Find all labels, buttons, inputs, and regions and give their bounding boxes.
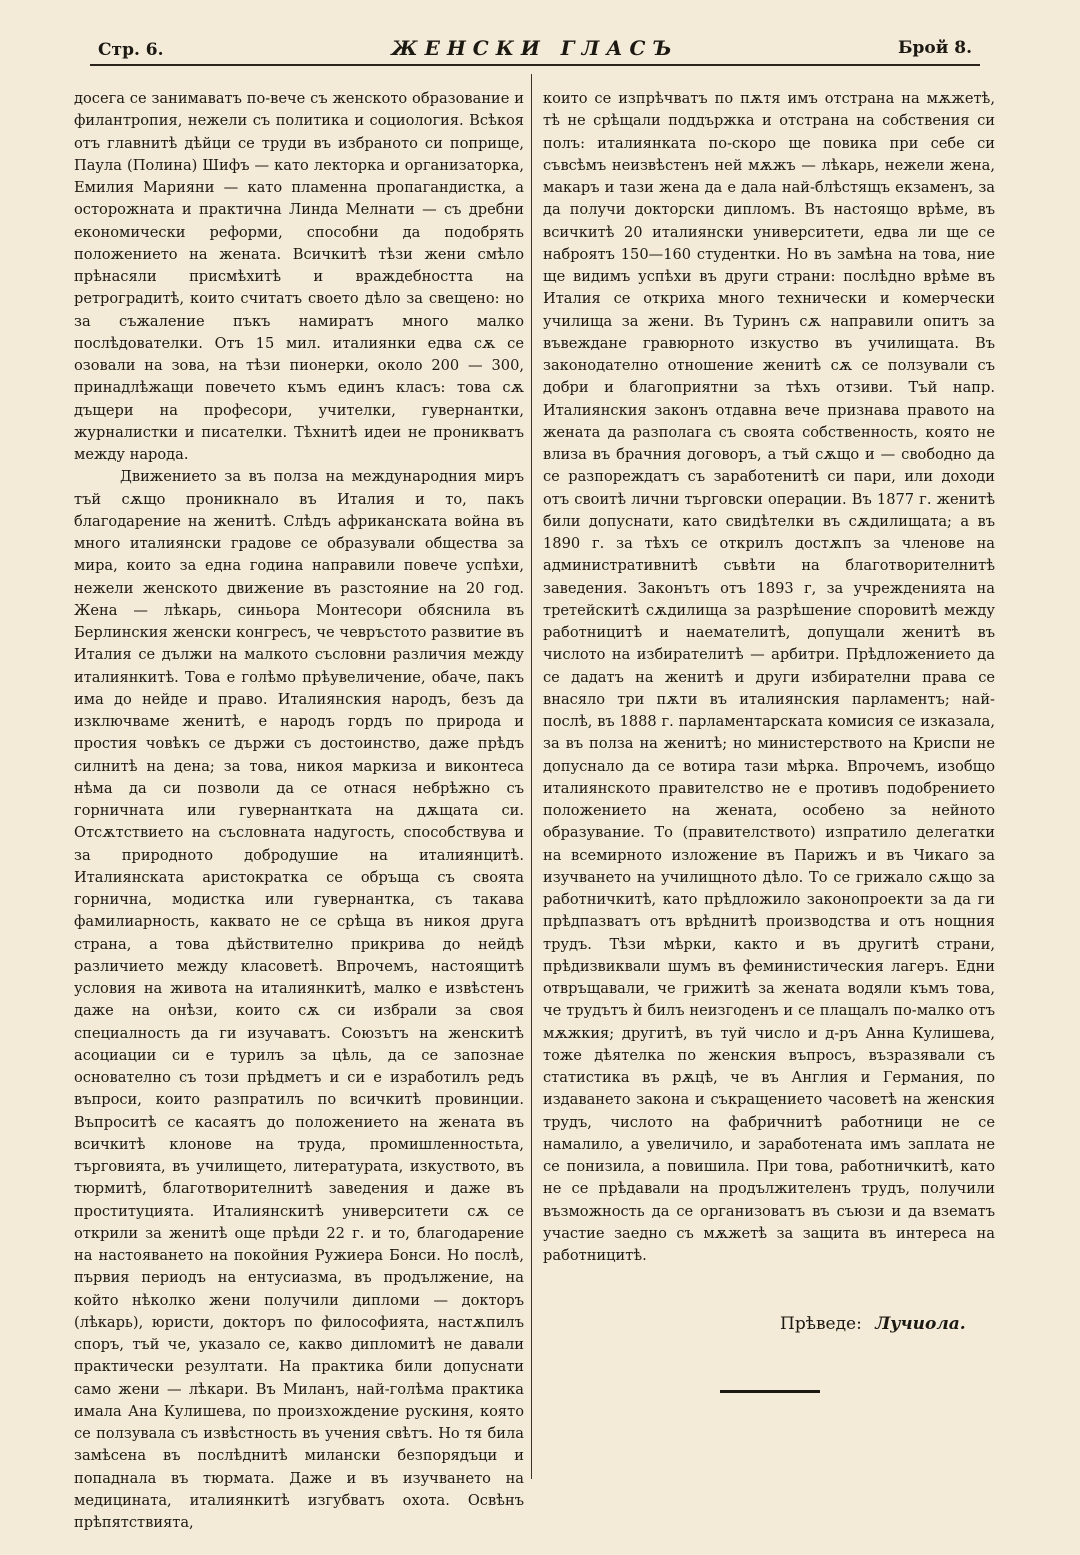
newspaper-title: ЖЕНСКИ ГЛАСЪ	[391, 36, 679, 60]
page-number: Стр. 6.	[98, 40, 164, 60]
issue-number: Брой 8.	[897, 38, 972, 58]
left-paragraph-2: Движението за въ полза на международния миръ тъй сѫщо проникнало въ Италия и то, пакъ благодарение на женитѣ. Слѣдъ африканската война въ много италиянски градове се образували общества за мира, които за една година направили повече успѣхи, нежели женското движение въ разстояние на 20 год. Жена — лѣкарь, синьора Монтесори обяснила въ Берлинския женски конгресъ, че чевръстото развитие въ Италия се дължи на малкото съсловни различия между италиянкитѣ. Това е голѣмо прѣувеличение, обаче, пакъ има до нейде и право. Италиянския народъ, безъ да изключваме женитѣ, е народъ гордъ по природа и простия човѣкъ се държи съ достоинство, даже прѣдъ силнитѣ на дена; за това, никоя маркиза и виконтеса нѣма да си позволи да се отнася небрѣжно съ горничната или гувернантката на дѫщата си. Отсѫтствието на съсловната надугость, способствува и за природното добродушие на италиянцитѣ. Италиянската аристократка се обръща съ своята горнична, модистка или гувернантка, съ такава фамилиарность, каквато не се срѣща въ никоя друга страна, а това дѣйствително прикрива до нейдѣ различието между класоветѣ. Впрочемъ, настоящитѣ условия на живота на италиянкитѣ, малко е извѣстенъ даже на онѣзи, които сѫ си избрали за своя специалность да ги изучаватъ. Союзътъ на женскитѣ асоциации си е турилъ за цѣль, да се запознае основателно съ този прѣдметъ и си е изработилъ редъ въпроси, които разпратилъ по всичкитѣ провинции. Въпроситѣ се касаятъ до положението на жената въ всичкитѣ клонове на труда, промишленностьта, търговията, въ училището, литературата, изкуството, въ тюрмитѣ, благотворителнитѣ заведения и даже въ проституцията. Италиянскитѣ университети сѫ се открили за женитѣ още прѣди 22 г. и то, благодарение на настояването на покойния Ружиера Бонси. Но послѣ, първия периодъ на ентусиазма, въ продължение, на който нѣколко жени получили дипломи — докторъ (лѣкарь), юристи, докторъ по философията, настѫпилъ споръ, тъй че, указало се, какво дипломитѣ не давали практически резултати. На практика били допуснати само жени — лѣкари. Въ Миланъ, най-голѣма практика имала Ана Кулишева, по произхождение рускиня, която се ползувала съ извѣстность въ учения свѣтъ. Но тя била замѣсена въ послѣднитѣ милански безпорядъци и попаднала въ тюрмата. Даже и въ изучването на медицината, италиянкитѣ изгубватъ охота. Освѣнъ прѣпятствията,	[74, 468, 524, 1531]
right-column	[543, 88, 995, 1267]
left-paragraph-1: досега се занимаватъ по-вече съ женското образование и филантропия, нежели съ политика и социология. Всѣкоя отъ главнитѣ дѣйци се труди въ избраното си поприще, Паула (Полина) Шифъ — като лекторка и организаторка, Емилия Марияни — като пламенна пропагандистка, а осторожната и практична Линда Мелнати — съ дребни економически реформи, способни да подобрять положението на жената. Всичкитѣ тѣзи жени смѣло прѣнасяли присмѣхитѣ и враждебността на ретроградитѣ, които считатъ своето дѣло за свещено: но за съжаление пъкъ намиратъ много малко послѣдователки. Отъ 15 мил. италиянки едва сѫ се озовали на зова, на тѣзи пионерки, около 200 — 300, принадлѣжащи повечето къмъ единъ класъ: това сѫ дъщери на професори, учителки, гувернантки, журналистки и писателки. Тѣхнитѣ идеи не проникватъ между народа.	[74, 90, 524, 463]
translator-credit	[780, 1314, 966, 1334]
credit-label: Прѣведе:	[780, 1314, 862, 1334]
left-column	[74, 88, 524, 1534]
column-divider	[531, 74, 532, 1479]
page-header	[90, 30, 980, 66]
end-rule	[720, 1390, 820, 1393]
right-paragraph-1: които се изпрѣчватъ по пѫтя имъ отстрана на мѫжетѣ, тѣ не срѣщали поддържка и отстрана на собствения си полъ: италиянката по-скоро ще повика при себе си съвсѣмъ неизвѣстенъ ней мѫжъ — лѣкарь, нежели жена, макаръ и тази жена да е дала най-блѣстящъ екзаменъ, за да получи докторски дипломъ. Въ настоящо врѣме, въ всичкитѣ 20 италиянски университети, едва ли ще се нaброятъ 150—160 студентки. Но въ замѣна на това, ние ще видимъ успѣхи въ други страни: послѣдно врѣме въ Италия се откриха много технически и комерчески училища за жени. Въ Туринъ сѫ направили опитъ за въвеждане гравюрното изкуство въ училищата. Въ законодателно отношение женитѣ сѫ се ползували съ добри и благоприятни за тѣхъ отзиви. Тъй напр. Италиянския законъ отдавна вече признава правото на жената да разполага съ своята собственность, която не влиза въ брачния договоръ, а тъй сѫщо и — свободно да се разпореждатъ съ заработенитѣ си пари, или доходи отъ своитѣ лични търговски операции. Въ 1877 г. женитѣ били допуснати, като свидѣтелки въ сѫдилищата; а въ 1890 г. за тѣхъ се открилъ достѫпъ за членове на административнитѣ съвѣти на благотворителнитѣ заведения. Законътъ отъ 1893 г, за учрежденията на третейскитѣ сѫдилища за разрѣшение споровитѣ между работницитѣ и наемателитѣ, допущали женитѣ въ числото на избирателитѣ — арбитри. Прѣдложението да се дадатъ на женитѣ и други избирателни права се внасяло три пѫти въ италиянския парламентъ; най-послѣ, въ 1888 г. парламентарската комисия се изказала, за въ полза на женитѣ; но министерството на Криспи не допуснало да се вотира тази мѣрка. Впрочемъ, изобщо италиянското правителство не е противъ подобрението положението на жената, особено за нейното образувание. То (правителството) изпратило делегатки на всемирното изложение въ Парижъ и въ Чикаго за изучването на училищното дѣло. То се грижало сѫщо за работничкитѣ, като прѣдложило законопроекти за да ги прѣдпазватъ отъ врѣднитѣ производства и отъ нощния трудъ. Тѣзи мѣрки, както и въ другитѣ страни, прѣдизвиквали шумъ въ феминистическия лагеръ. Едни отвръщавали, че грижитѣ за жената водяли къмъ това, че трудътъ ѝ билъ неизгоденъ и се плащалъ по-малко отъ мѫжкия; другитѣ, въ туй число и д-ръ Анна Кулишева, тоже дѣятелка по женския въпросъ, възразявали съ статистика въ рѫцѣ, че въ Англия и Германия, по издаването закона и съкращението часоветѣ на женския трудъ, числото на фабричнитѣ работници не се намалило, а увеличило, и заработената имъ заплата не се понизила, а повишила. При това, работничкитѣ, като не се прѣдавали на продължителенъ трудъ, получили възможность да се организоватъ въ съюзи и да взематъ участие заедно съ мѫжетѣ за защита въ интереса на работницитѣ.	[543, 90, 995, 1264]
translator-name: Лучиола.	[875, 1314, 966, 1334]
